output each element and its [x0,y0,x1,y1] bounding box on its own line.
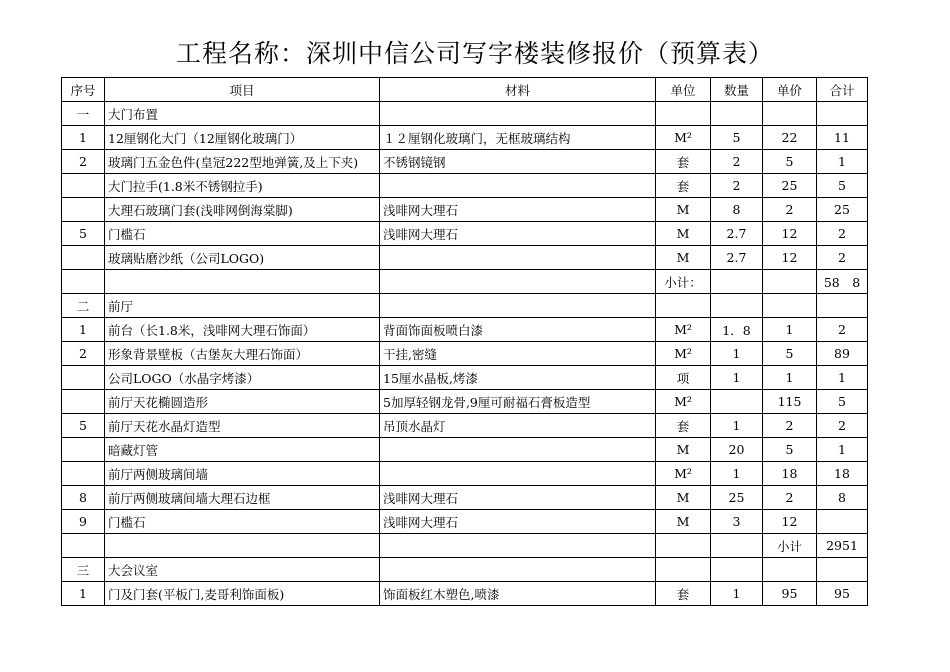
cell-unit: 套 [656,414,711,438]
table-row [62,366,868,390]
cell-no: 三 [62,558,105,582]
cell-qty: 1 [711,366,763,390]
table-row [62,510,868,534]
table-row [62,270,868,294]
table-row [62,102,868,126]
header-qty: 数量 [711,78,763,102]
cell-item: 玻璃门五金色件(皇冠222型地弹簧,及上下夹) [105,150,380,174]
cell-material: 浅啡网大理石 [380,222,656,246]
cell-item: 前台（长1.8米，浅啡网大理石饰面） [105,318,380,342]
cell-unit [656,558,711,582]
table-body [62,102,868,606]
cell-total: 11 [817,126,868,150]
table-row [62,486,868,510]
cell-no: 2 [62,342,105,366]
cell-material [380,558,656,582]
cell-price: 5 [763,150,817,174]
cell-qty: 25 [711,486,763,510]
cell-price: 1 [763,318,817,342]
header-material: 材料 [380,78,656,102]
cell-unit: M [656,222,711,246]
cell-material: 浅啡网大理石 [380,198,656,222]
cell-unit: M² [656,126,711,150]
cell-material [380,438,656,462]
cell-material: 浅啡网大理石 [380,486,656,510]
cell-item: 门槛石 [105,222,380,246]
cell-no [62,270,105,294]
cell-no [62,366,105,390]
cell-qty: 2 [711,150,763,174]
header-no: 序号 [62,78,105,102]
cell-total [817,510,868,534]
cell-unit: 套 [656,582,711,606]
cell-qty: 2.7 [711,222,763,246]
table-row [62,390,868,414]
table-row [62,222,868,246]
table-row [62,126,868,150]
cell-material [380,102,656,126]
cell-total: 2 [817,414,868,438]
cell-no: 5 [62,222,105,246]
cell-item: 12厘钢化大门（12厘钢化玻璃门） [105,126,380,150]
cell-item: 大门布置 [105,102,380,126]
cell-material: １２厘钢化玻璃门，无框玻璃结构 [380,126,656,150]
cell-price: 95 [763,582,817,606]
table-row [62,462,868,486]
cell-no [62,246,105,270]
cell-no [62,462,105,486]
table-row [62,414,868,438]
cell-no: 1 [62,318,105,342]
cell-unit: M [656,486,711,510]
cell-item: 玻璃贴磨沙纸（公司LOGO) [105,246,380,270]
cell-price [763,270,817,294]
quotation-table [61,77,868,606]
cell-material: 饰面板红木塑色,喷漆 [380,582,656,606]
cell-unit: M [656,510,711,534]
cell-qty: 1 [711,414,763,438]
cell-price: 22 [763,126,817,150]
cell-material: 浅啡网大理石 [380,510,656,534]
header-price: 单价 [763,78,817,102]
cell-qty [711,102,763,126]
cell-unit: M² [656,390,711,414]
cell-item: 前厅 [105,294,380,318]
cell-price: 2 [763,198,817,222]
cell-unit: 套 [656,150,711,174]
cell-item: 前厅天花水晶灯造型 [105,414,380,438]
cell-material: 5加厚轻钢龙骨,9厘可耐福石膏板造型 [380,390,656,414]
cell-qty: 1 [711,582,763,606]
table-row [62,582,868,606]
table-row [62,534,868,558]
cell-price: 小计 [763,534,817,558]
cell-unit [656,102,711,126]
cell-unit: 套 [656,174,711,198]
cell-item: 大理石玻璃门套(浅啡网倒海棠脚) [105,198,380,222]
cell-item: 大门拉手(1.8米不锈钢拉手) [105,174,380,198]
cell-total: 95 [817,582,868,606]
cell-total: 8 [817,486,868,510]
table-row [62,246,868,270]
cell-unit: 小计： [656,270,711,294]
table-row [62,150,868,174]
cell-no [62,438,105,462]
cell-no [62,174,105,198]
cell-total [817,558,868,582]
cell-qty: 8 [711,198,763,222]
table-row [62,318,868,342]
cell-total: 25 [817,198,868,222]
cell-price: 12 [763,246,817,270]
table-row [62,438,868,462]
cell-qty: 20 [711,438,763,462]
cell-no: 8 [62,486,105,510]
cell-no [62,390,105,414]
header-unit: 单位 [656,78,711,102]
cell-qty [711,534,763,558]
cell-price: 12 [763,222,817,246]
cell-price: 1 [763,366,817,390]
cell-total: 2 [817,318,868,342]
cell-qty: 1．8 [711,318,763,342]
cell-item: 门槛石 [105,510,380,534]
cell-price [763,558,817,582]
cell-price: 2 [763,414,817,438]
cell-price [763,294,817,318]
cell-no: 1 [62,582,105,606]
cell-qty: 3 [711,510,763,534]
cell-no: 9 [62,510,105,534]
cell-material [380,534,656,558]
cell-no: 2 [62,150,105,174]
cell-qty [711,270,763,294]
cell-qty: 2 [711,174,763,198]
cell-item: 门及门套(平板门,麦哥利饰面板) [105,582,380,606]
cell-total: 5 [817,390,868,414]
cell-price: 115 [763,390,817,414]
cell-unit: M² [656,342,711,366]
header-item: 项目 [105,78,380,102]
cell-material: 吊顶水晶灯 [380,414,656,438]
cell-price: 5 [763,342,817,366]
cell-qty: 5 [711,126,763,150]
cell-no: 5 [62,414,105,438]
cell-qty: 1 [711,342,763,366]
cell-material [380,246,656,270]
cell-no [62,198,105,222]
cell-item: 形象背景壁板（古堡灰大理石饰面） [105,342,380,366]
cell-material [380,462,656,486]
cell-total: 2951 [817,534,868,558]
cell-material: 背面饰面板喷白漆 [380,318,656,342]
cell-item: 暗藏灯管 [105,438,380,462]
cell-item: 大会议室 [105,558,380,582]
cell-item: 前厅两侧玻璃间墙 [105,462,380,486]
cell-unit: M [656,246,711,270]
cell-total [817,102,868,126]
cell-item [105,270,380,294]
cell-material: 15厘水晶板,烤漆 [380,366,656,390]
cell-material [380,174,656,198]
table-row [62,198,868,222]
cell-price: 18 [763,462,817,486]
cell-unit: 项 [656,366,711,390]
cell-qty: 2.7 [711,246,763,270]
cell-unit: M [656,198,711,222]
cell-total: 18 [817,462,868,486]
cell-item: 公司LOGO（水晶字烤漆） [105,366,380,390]
cell-qty: 1 [711,462,763,486]
cell-total: 1 [817,366,868,390]
cell-no [62,534,105,558]
cell-price: 5 [763,438,817,462]
cell-no: 1 [62,126,105,150]
cell-qty [711,294,763,318]
cell-item: 前厅两侧玻璃间墙大理石边框 [105,486,380,510]
cell-material [380,294,656,318]
cell-total: 1 [817,438,868,462]
cell-no: 一 [62,102,105,126]
table-row [62,558,868,582]
page-title: 工程名称：深圳中信公司写字楼装修报价（预算表） [175,39,774,68]
header-total: 合计 [817,78,868,102]
cell-price: 12 [763,510,817,534]
cell-total: 5 [817,174,868,198]
cell-price: 2 [763,486,817,510]
cell-price [763,102,817,126]
table-row [62,342,868,366]
cell-unit: M² [656,462,711,486]
cell-total: 2 [817,222,868,246]
cell-unit: M² [656,318,711,342]
cell-unit [656,534,711,558]
cell-total: 2 [817,246,868,270]
cell-total [817,294,868,318]
table-row [62,174,868,198]
cell-item [105,534,380,558]
table-row [62,294,868,318]
cell-total: 58 8 [817,270,868,294]
cell-material: 不锈钢镜钢 [380,150,656,174]
cell-material [380,270,656,294]
cell-material: 干挂,密缝 [380,342,656,366]
cell-no: 二 [62,294,105,318]
table-header-row [62,78,868,102]
cell-qty [711,558,763,582]
cell-unit [656,294,711,318]
cell-price: 25 [763,174,817,198]
cell-total: 1 [817,150,868,174]
cell-qty [711,390,763,414]
cell-total: 89 [817,342,868,366]
cell-unit: M [656,438,711,462]
cell-item: 前厅天花椭圆造形 [105,390,380,414]
